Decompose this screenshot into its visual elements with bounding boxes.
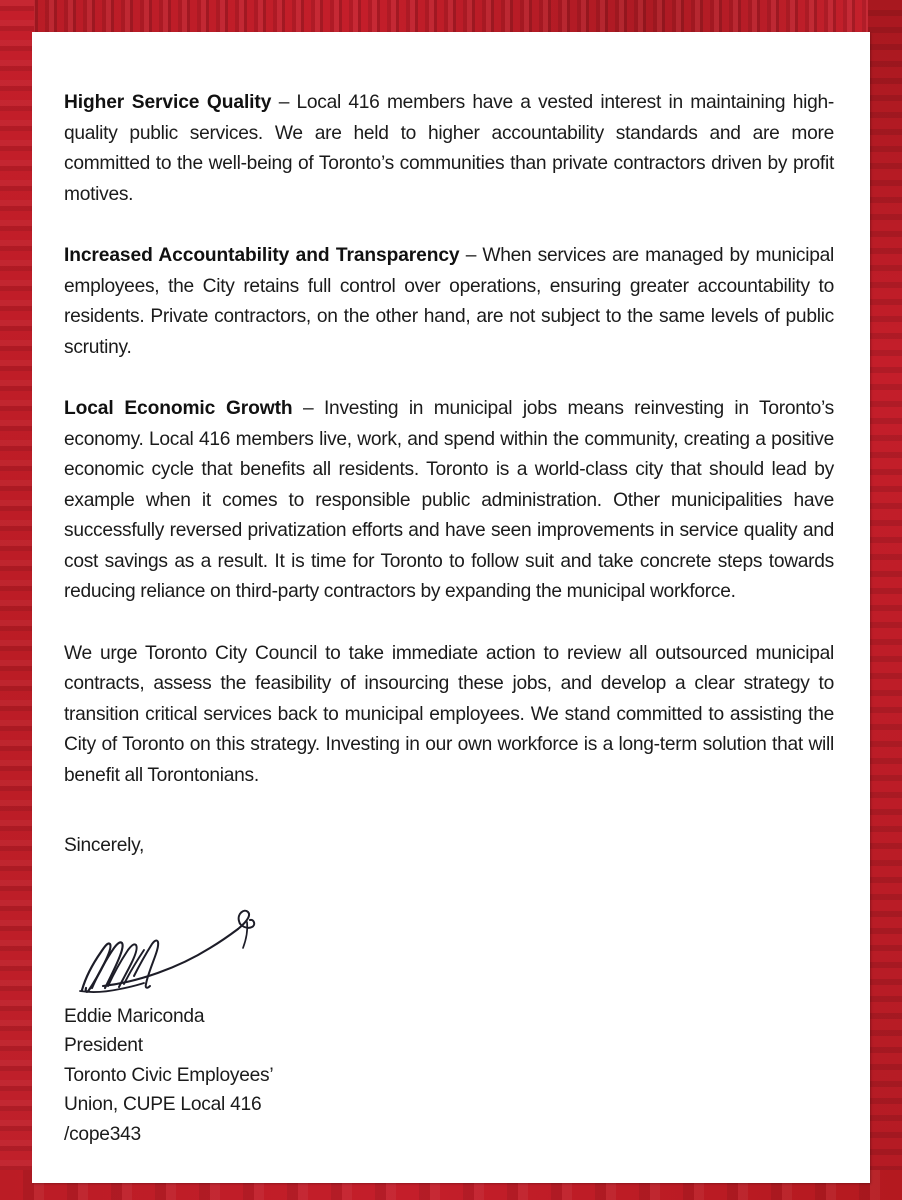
paragraph-text: – Local 416 members have a vested interest in maintaining high-quality public services. We are held to higher accountability standards and are more committed to the well-being of Toronto’s communities than private contractors driven by profit motives. [64,92,834,205]
signer-organization-line-1: Toronto Civic Employees’ [64,1064,274,1086]
union-label: /cope343 [64,1123,141,1145]
signature-block [64,874,834,1002]
paragraph-lead-label: Increased Accountability and Transparency [64,245,460,266]
signer-organization-line-2: Union, CUPE Local 416 [64,1094,262,1115]
paragraph-increased-accountability [64,241,834,363]
paragraph-text: – When services are managed by municipal employees, the City retains full control over operations, ensuring greater accountability to residents. Private contractors, on the other hand, are not subject to the same levels of public scrutiny. [64,245,834,358]
frame-right-border [868,0,902,1200]
paragraph-call-to-action [64,639,834,792]
signer-title: President [64,1035,143,1056]
paragraph-local-economic-growth [64,394,834,608]
frame-top-border [0,0,902,34]
frame-left-border [0,0,34,1200]
letter-page [32,32,870,1183]
paragraph-text: We urge Toronto City Council to take immediate action to review all outsourced municipal contracts, assess the feasibility of insourcing these jobs, and develop a clear strategy to transition critical services back to municipal employees. We stand committed to assisting the City of Toronto on this strategy. Investing in our own workforce is a long-term solution that will benefit all Torontonians. [64,642,834,786]
handwritten-signature-icon [68,902,268,994]
signer-name: Eddie Mariconda [64,1005,205,1027]
signer-details [64,1002,834,1150]
paragraph-higher-service-quality [64,88,834,210]
letter-body [64,88,834,1149]
paragraph-lead-label: Local Economic Growth [64,398,293,419]
paragraph-text: – Investing in municipal jobs means reinvesting in Toronto’s economy. Local 416 members live, work, and spend within the community, creating a positive economic cycle that benefits all residents. Toronto is a world-class city that should lead by example when it comes to responsible public administration. Other municipalities have successfully reversed privatization efforts and have seen improvements in service quality and cost savings as a result. It is time for Toronto to follow suit and take concrete steps towards reducing reliance on third-party contractors by expanding the municipal workforce. [64,398,834,602]
closing-salutation: Sincerely, [64,835,145,856]
paragraph-lead-label: Higher Service Quality [64,92,272,113]
